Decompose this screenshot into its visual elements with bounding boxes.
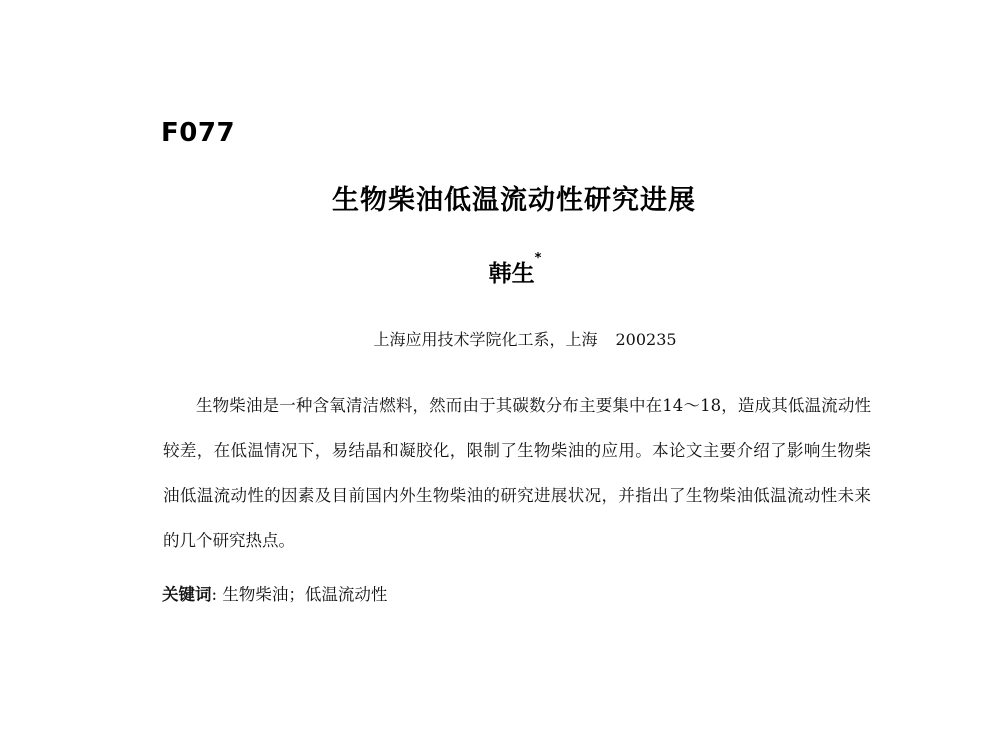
author-name: 韩生 — [488, 261, 535, 287]
keywords-text: 生物柴油；低温流动性 — [222, 585, 388, 604]
postcode: 200235 — [615, 330, 677, 349]
keywords-label: 关键词 — [162, 585, 212, 604]
keywords-line — [162, 581, 387, 605]
paper-code: F077 — [161, 118, 236, 148]
paper-title: 生物柴油低温流动性研究进展 — [332, 185, 696, 216]
affiliation-text: 上海应用技术学院化工系，上海 — [373, 330, 598, 349]
keywords-separator: : — [211, 585, 223, 604]
author-line — [0, 251, 1000, 288]
abstract-paragraph: 生物柴油是一种含氧清洁燃料，然而由于其碳数分布主要集中在14～18，造成其低温流动性较差，在低温情况下，易结晶和凝胶化，限制了生物柴油的应用。本论文主要介绍了影响生物柴油低温流动性的因素及目前国内外生物柴油的研究进展状况，并指出了生物柴油低温流动性未来的几个研究热点。 — [163, 396, 871, 550]
affiliation-line — [0, 327, 1000, 350]
author-footnote-mark: * — [534, 251, 542, 266]
